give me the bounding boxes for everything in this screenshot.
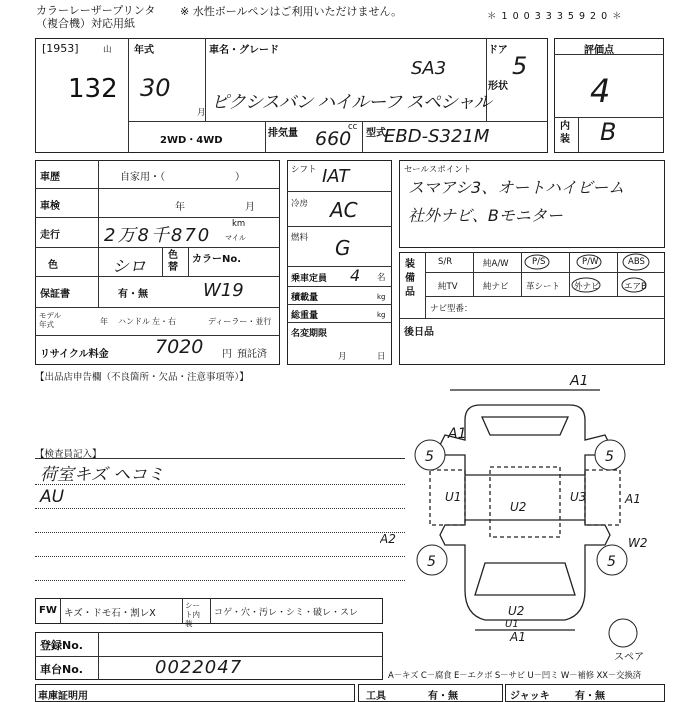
name-label: 車名・グレード xyxy=(209,45,279,56)
mark-u2-center: U2 xyxy=(510,500,527,514)
navi-model-label: ナビ型番： xyxy=(430,304,473,314)
capacity-value: 4 xyxy=(350,266,361,285)
mile-unit: マイル xyxy=(225,234,246,242)
equip-abs: ABS xyxy=(628,257,645,267)
type-value: EBD-S321M xyxy=(384,126,490,147)
gross-unit: kg xyxy=(377,311,386,319)
fw-label: FW xyxy=(39,605,57,616)
tools-label: 工具 xyxy=(366,691,386,702)
color-change-label: 色替 xyxy=(168,250,178,273)
year-code: [1953] xyxy=(42,42,79,55)
recycle-value: 7020 xyxy=(155,336,204,358)
cert-label: 車庫証明用 xyxy=(38,691,88,702)
km-unit: km xyxy=(232,219,246,229)
fuel-value: G xyxy=(335,236,351,260)
load-unit: kg xyxy=(377,293,386,301)
history-value: 自家用・（ ） xyxy=(120,172,245,183)
fuel-label: 燃料 xyxy=(291,233,309,243)
score-label: 評価点 xyxy=(584,45,614,56)
printer-note-2: （複合機）対応用紙 xyxy=(36,17,135,30)
month-mark: 月 xyxy=(197,108,206,118)
pen-warning: ※ 水性ボールペンはご利用いただけません。 xyxy=(180,5,403,18)
equipment-circles xyxy=(399,252,665,318)
handle-label: ハンドル xyxy=(118,317,150,326)
mark-a2-left: A2 xyxy=(380,532,396,546)
model-year-unit: 年 xyxy=(100,317,108,326)
expiry-month: 月 xyxy=(338,352,347,362)
equip-airbag: エアB xyxy=(624,282,647,292)
circle-abs xyxy=(623,254,649,270)
displacement-label: 排気量 xyxy=(268,128,298,139)
inspection-year: 年 xyxy=(175,202,185,213)
equip-leather: 革シート xyxy=(526,282,561,292)
inspector-line2: AU xyxy=(40,487,65,507)
recycle-label: リサイクル料金 xyxy=(40,349,109,360)
sales-line1: スマアシ3、オートハイビーム xyxy=(408,178,625,197)
equip-sr: S/R xyxy=(438,257,453,267)
mark-tire-rr: 5 xyxy=(605,449,614,465)
sales-label: セールスポイント xyxy=(404,165,472,175)
spare-tire xyxy=(609,619,637,647)
color-no-label: カラーNo. xyxy=(192,254,242,265)
rear-window xyxy=(482,417,568,435)
chassis-value: 0022047 xyxy=(155,657,243,678)
mark-u2-front: U2 xyxy=(508,604,525,618)
interior-label: 内装 xyxy=(560,121,570,145)
inspector-line1: 荷室キズ ヘコミ xyxy=(40,465,165,485)
front-windshield xyxy=(475,563,575,595)
jack-value: 有・無 xyxy=(575,691,605,702)
door-value: 5 xyxy=(512,52,528,80)
circle-pw xyxy=(577,255,601,269)
warranty-label: 保証書 xyxy=(40,289,70,300)
lot-number: 132 xyxy=(68,74,118,104)
model-code: SA3 xyxy=(411,58,447,79)
interior-value: B xyxy=(600,118,617,146)
handle-value: 左・右 xyxy=(152,317,176,326)
mark-u3-right: U3 xyxy=(570,490,587,504)
lot-mark: 山 xyxy=(103,45,112,55)
mileage-value: 2万8千870 xyxy=(104,225,212,246)
mark-u1-left: U1 xyxy=(445,490,462,504)
score-value: 4 xyxy=(590,72,611,110)
shape-label: 形状 xyxy=(488,81,508,92)
equip-tv: 純TV xyxy=(438,282,458,292)
damage-legend: A－キズ C－腐食 E－エクボ S－サビ U－凹ミ W－補修 XX－交換済 xyxy=(388,671,641,681)
chassis-label: 車台No. xyxy=(40,663,83,676)
mark-tire-fl: 5 xyxy=(427,554,436,570)
right-side-panel xyxy=(585,470,620,525)
mark-tire-fr: 5 xyxy=(607,554,616,570)
shift-label: シフト xyxy=(291,165,317,175)
seller-notes-label: 【出品店申告欄（不良箇所・欠品・注意事項等）】 xyxy=(35,372,249,383)
circle-ps xyxy=(525,255,549,269)
year-value: 30 xyxy=(140,74,171,102)
history-label: 車歴 xyxy=(40,172,60,183)
load-label: 積載量 xyxy=(291,293,319,303)
model-year-label: モデル年式 xyxy=(39,311,62,329)
fw-text: キズ・ドモ石・割レX xyxy=(64,608,156,619)
inspection-label: 車検 xyxy=(40,201,60,212)
mark-tire-rl: 5 xyxy=(425,449,434,465)
door-label: ドア xyxy=(488,45,508,56)
serial-number: ＊ 1 0 0 3 3 3 5 9 2 0 ＊ xyxy=(487,11,623,22)
cc-unit: cc xyxy=(348,122,358,132)
drive-label: 2WD・4WD xyxy=(160,135,223,146)
recycle-unit: 円 xyxy=(222,349,232,360)
sales-line2: 社外ナビ、Bモニター xyxy=(408,206,563,225)
capacity-label: 乗車定員 xyxy=(291,274,328,284)
mark-u1-bumper: U1 xyxy=(505,619,519,630)
mark-a1-right: A1 xyxy=(625,492,641,506)
color-no-value: W19 xyxy=(203,280,244,301)
equip-alloy: 純A/W xyxy=(483,259,509,269)
circle-airbag xyxy=(622,278,646,292)
capacity-unit: 名 xyxy=(377,273,386,283)
expiry-day: 日 xyxy=(377,352,386,362)
color-label: 色 xyxy=(48,260,58,271)
expiry-label: 名変期限 xyxy=(291,329,328,339)
circle-ext-navi xyxy=(572,278,600,292)
warranty-value: 有・無 xyxy=(118,289,148,300)
reg-label: 登録No. xyxy=(40,639,83,652)
equipment-label: 装備品 xyxy=(405,259,415,298)
color-value: シロ xyxy=(112,257,146,277)
mark-w2-right: W2 xyxy=(628,536,648,550)
car-diagram xyxy=(380,375,670,650)
after-items-label: 後日品 xyxy=(404,327,434,338)
ac-label: 冷房 xyxy=(291,199,309,209)
shift-value: IAT xyxy=(322,166,350,187)
name-value: ピクシスバン ハイルーフ スペシャル xyxy=(211,92,491,113)
seat-text: コゲ・穴・汚レ・シミ・破レ・スレ xyxy=(214,608,359,618)
ac-value: AC xyxy=(330,198,358,222)
inspection-month: 月 xyxy=(245,202,255,213)
seat-label: シート内装 xyxy=(185,601,200,628)
recycle-deposit: 預託済 xyxy=(237,349,267,360)
tools-value: 有・無 xyxy=(428,691,458,702)
spare-label: スペア xyxy=(614,652,644,663)
mark-a1-rear: A1 xyxy=(570,375,589,389)
dealer-label: ディーラー・並行 xyxy=(208,317,272,326)
type-label: 型式 xyxy=(366,128,386,139)
mark-a1-rear-left: A1 xyxy=(448,426,467,442)
inspector-notes-label: 【検査員記入】 xyxy=(35,449,102,460)
equip-pw: P/W xyxy=(582,257,599,267)
displacement-value: 660 xyxy=(315,128,352,150)
year-label: 年式 xyxy=(134,45,154,56)
jack-label: ジャッキ xyxy=(510,691,550,702)
equip-ext-navi: 外ナビ xyxy=(574,282,600,292)
gross-label: 総重量 xyxy=(291,311,319,321)
printer-note-1: カラーレーザープリンタ xyxy=(36,4,156,17)
equip-ps: P/S xyxy=(532,257,546,267)
mileage-label: 走行 xyxy=(40,230,60,241)
mark-a1-front: A1 xyxy=(510,630,526,644)
equip-navi: 純ナビ xyxy=(483,282,509,292)
